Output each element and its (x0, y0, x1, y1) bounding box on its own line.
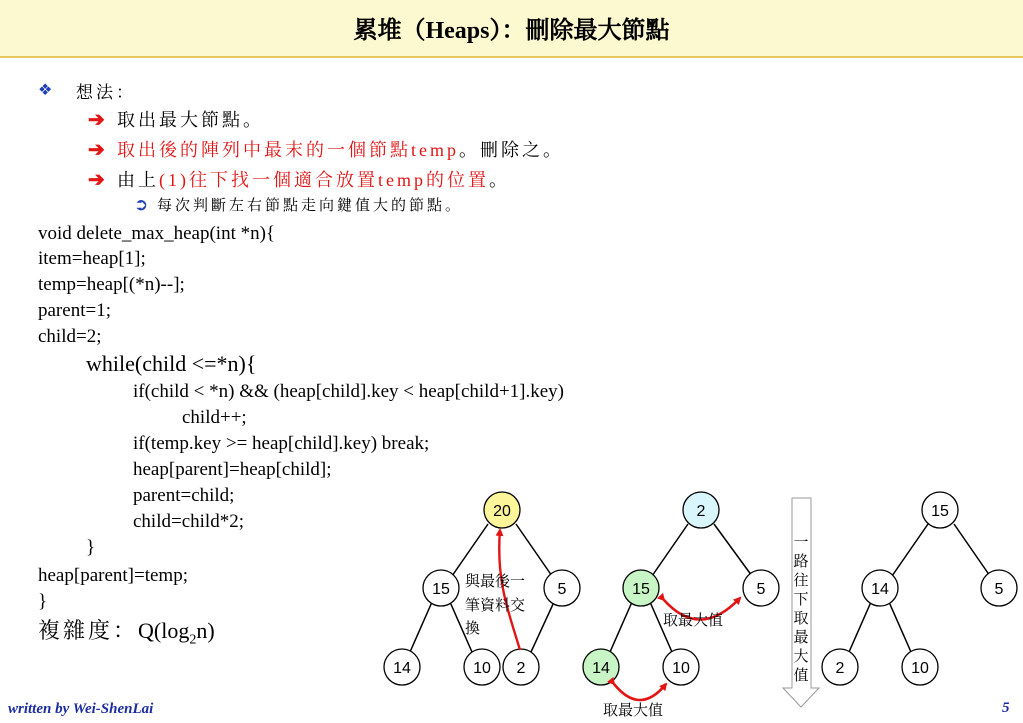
code-line: child=2; (38, 326, 102, 347)
down-arrow-text: 一 (793, 533, 809, 551)
code-line: heap[parent]=heap[child]; (133, 459, 332, 480)
tree1-left-label: 15 (432, 581, 450, 598)
take-max-label-1: 取最大值 (663, 611, 724, 629)
arrow-right-icon: ➔ (88, 169, 105, 191)
code-line: temp=heap[(*n)--]; (38, 274, 185, 295)
tree1-rl-label: 2 (516, 660, 526, 677)
swap-arrow (499, 530, 520, 650)
tree2-ll-label: 14 (592, 660, 610, 677)
down-arrow-text: 最 (793, 628, 809, 646)
code-line: child=child*2; (133, 511, 244, 532)
tree3-lr-label: 10 (911, 660, 929, 677)
code-line: heap[parent]=temp; (38, 565, 188, 586)
take-max-arrow-bottom (614, 684, 666, 700)
take-max-label-2: 取最大值 (603, 701, 664, 719)
step-3-suffix: 。 (488, 170, 507, 190)
code-line: parent=child; (133, 485, 235, 506)
swap-text: 與最後一 (465, 572, 526, 590)
sub-step: 每次判斷左右節點走向鍵值大的節點。 (157, 198, 464, 214)
tree1-lr-label: 10 (473, 660, 491, 677)
tree1-root-label: 20 (493, 503, 511, 520)
tree2-left-label: 15 (632, 581, 650, 598)
complexity-q: Q(log (138, 618, 190, 643)
code-line: if(temp.key >= heap[child].key) break; (133, 433, 430, 454)
code-line: if(child < *n) && (heap[child].key < heap[child+1].key) (133, 381, 564, 402)
code-line: } (86, 537, 96, 558)
down-arrow-text: 大 (793, 647, 809, 665)
tree2-right-label: 5 (756, 581, 766, 598)
tree2-lr-label: 10 (672, 660, 690, 677)
swap-text: 換 (465, 619, 481, 637)
step-3-red: (1)往下找一個適合放置temp的位置 (159, 170, 489, 190)
arrow-right-icon: ➔ (88, 109, 105, 131)
down-arrow-text: 值 (793, 666, 809, 684)
complexity-label: 複雜度： (38, 618, 139, 643)
down-arrow-text: 下 (793, 590, 809, 608)
diamond-bullet-icon: ❖ (38, 82, 53, 99)
author-footer: written by Wei-ShenLai (8, 701, 154, 717)
code-line: void delete_max_heap(int *n){ (38, 223, 276, 244)
code-line: item=heap[1]; (38, 248, 146, 269)
step-1: 取出最大節點。 (117, 110, 264, 130)
tree1-right-label: 5 (557, 581, 567, 598)
tree3-ll-label: 2 (835, 660, 845, 677)
step-3-prefix: 由上 (117, 170, 159, 190)
code-line: } (38, 591, 48, 612)
swap-text: 筆資料交 (465, 596, 526, 614)
step-2-red: 取出後的陣列中最末的一個節點temp (117, 140, 459, 160)
code-line: child++; (182, 407, 247, 428)
idea-heading: 想法： (76, 83, 136, 102)
complexity-sub: 2 (189, 632, 197, 648)
complexity-n: n) (196, 618, 215, 643)
down-arrow-text: 路 (793, 552, 809, 570)
down-arrow-text: 取 (793, 609, 809, 627)
tree1-ll-label: 14 (393, 660, 411, 677)
code-line: while(child <=*n){ (86, 351, 257, 376)
slide-title: 累堆（Heaps）：刪除最大節點 (353, 18, 670, 44)
tree3-left-label: 14 (871, 581, 889, 598)
circle-arrow-icon: ➲ (134, 195, 149, 214)
tree3-right-label: 5 (994, 581, 1004, 598)
code-line: parent=1; (38, 300, 111, 321)
down-arrow-text: 往 (793, 571, 809, 589)
tree3-root-label: 15 (931, 503, 949, 520)
arrow-right-icon: ➔ (88, 139, 105, 161)
page-number: 5 (1002, 700, 1010, 716)
step-2-black: 。刪除之。 (459, 140, 564, 160)
tree2-root-label: 2 (696, 503, 706, 520)
